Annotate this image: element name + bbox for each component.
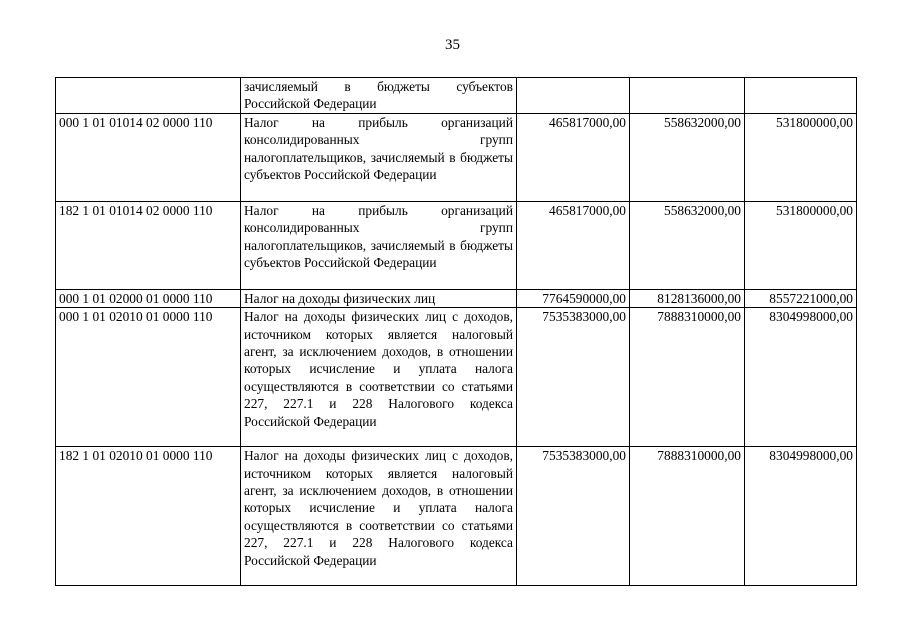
classification-code [56, 78, 241, 114]
amount-year-2: 558632000,00 [630, 201, 745, 289]
classification-code: 000 1 01 02000 01 0000 110 [56, 289, 241, 307]
amount-year-1: 465817000,00 [517, 201, 630, 289]
table-row [56, 289, 857, 307]
table-row [56, 308, 857, 447]
amount-year-2 [630, 78, 745, 114]
amount-year-3: 8304998000,00 [745, 447, 857, 586]
table-row [56, 201, 857, 289]
classification-code: 182 1 01 02010 01 0000 110 [56, 447, 241, 586]
revenue-name: Налог на доходы физических лиц [241, 289, 517, 307]
revenue-name: зачисляемый в бюджеты субъектов Российской Федерации [241, 78, 517, 114]
classification-code: 182 1 01 01014 02 0000 110 [56, 201, 241, 289]
amount-year-2: 7888310000,00 [630, 308, 745, 447]
table-row [56, 113, 857, 201]
amount-year-3: 531800000,00 [745, 113, 857, 201]
revenue-name: Налог на доходы физических лиц с доходов, источником которых является налоговый агент, за исключением доходов, в отношении которых исчисление и уплата налога осуществляются в соответствии со статьями 227, 227.1 и 228 Налогового кодекса Российской Федерации [241, 308, 517, 447]
amount-year-3: 8304998000,00 [745, 308, 857, 447]
amount-year-2: 558632000,00 [630, 113, 745, 201]
amount-year-1: 7535383000,00 [517, 308, 630, 447]
revenue-name: Налог на прибыль организаций консолидированных групп налогоплательщиков, зачисляемый в бюджеты субъектов Российской Федерации [241, 113, 517, 201]
table-row [56, 78, 857, 114]
budget-table [55, 77, 857, 586]
classification-code: 000 1 01 02010 01 0000 110 [56, 308, 241, 447]
amount-year-1: 7764590000,00 [517, 289, 630, 307]
amount-year-1: 7535383000,00 [517, 447, 630, 586]
amount-year-3 [745, 78, 857, 114]
amount-year-1: 465817000,00 [517, 113, 630, 201]
revenue-name: Налог на прибыль организаций консолидированных групп налогоплательщиков, зачисляемый в бюджеты субъектов Российской Федерации [241, 201, 517, 289]
page-number: 35 [445, 37, 460, 53]
amount-year-1 [517, 78, 630, 114]
amount-year-3: 531800000,00 [745, 201, 857, 289]
amount-year-2: 7888310000,00 [630, 447, 745, 586]
classification-code: 000 1 01 01014 02 0000 110 [56, 113, 241, 201]
revenue-name: Налог на доходы физических лиц с доходов, источником которых является налоговый агент, за исключением доходов, в отношении которых исчисление и уплата налога осуществляются в соответствии со статьями 227, 227.1 и 228 Налогового кодекса Российской Федерации [241, 447, 517, 586]
table-row [56, 447, 857, 586]
amount-year-3: 8557221000,00 [745, 289, 857, 307]
amount-year-2: 8128136000,00 [630, 289, 745, 307]
